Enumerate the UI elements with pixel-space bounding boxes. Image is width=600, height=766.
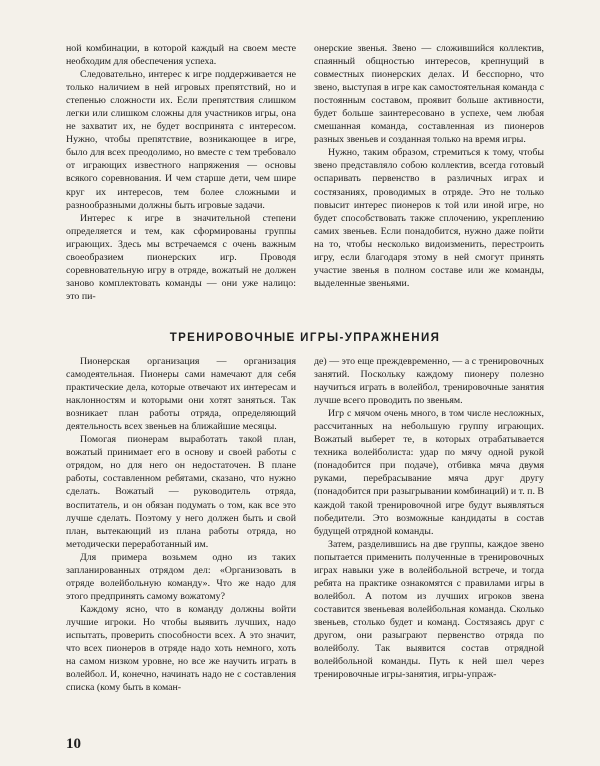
paragraph: Помогая пионерам выработать такой план, вожатый принимает его в основу и своей работы с отрядом, но для него он недостаточен. В плане работы, составленном ребятами, сказано, что нужно сделать. Вожатый — руководитель отряда, воспитатель, и он обязан подумать о том, как все это лучше сделать. Поэтому у него должен быть и свой план, вытекающий из плана работы отряда, но методически переработанный им. — [66, 434, 296, 550]
column-bottom-left — [66, 355, 296, 694]
paragraph: Пионерская организация — организация самодеятельная. Пионеры сами намечают для себя практические дела, которые отвечают их интересам и наклонностям и которыми они хотят заняться. Так возникает план работы отряда, определяющий деятельность всех звеньев на ближайшие месяцы. — [66, 356, 296, 433]
paragraph: Следовательно, интерес к игре поддерживается не только наличием в ней игровых препятствий, но и степенью сложности их. Если препятствия слишком легки или слишком сложны для участников игры, она не захватит их, не будет воспринята с интересом. Нужно, чтобы препятствие, возникающее в игре, было для всех преодолимо, но вместе с тем требовало от играющих известного напряжения — основы всякого соревнования. И чем старше дети, чем шире круг их интересов, тем более сложными и разнообразными должны быть игровые задачи. — [66, 69, 296, 211]
column-bottom-right — [314, 355, 544, 681]
paragraph: Каждому ясно, что в команду должны войти лучшие игроки. Но чтобы выявить лучших, надо испытать, проверить способности всех. А это значит, что всех пионеров в отряде надо хоть немного, хоть на самом низком уровне, но все же научить играть в волейбол. И, конечно, начинать надо не с составления списка (кому быть в коман- — [66, 603, 296, 694]
section-heading: ТРЕНИРОВОЧНЫЕ ИГРЫ-УПРАЖНЕНИЯ — [169, 332, 441, 344]
paragraph: ной комбинации, в которой каждый на своем месте необходим для обеспечения успеха. — [66, 43, 296, 68]
paragraph: Интерес к игре в значительной степени определяется и тем, как сформированы группы играющих. Здесь мы встречаемся с очень важным своеобразием пионерских игр. Проводя соревновательную игру в отряде, вожатый не должен заново комплектовать команды — они уже налицо: это пи- — [66, 212, 296, 302]
paragraph: онерские звенья. Звено — сложившийся коллектив, спаянный общностью интересов, крепнущий в совместных пионерских делах. И бесспорно, что звено, выступая в игре как самостоятельная команда с постоянным составом, проявит больше активности, будет больше заинтересовано в успехе, чем любая смешанная команда, составленная из пионеров разных звеньев и созданная только на время игры. — [314, 43, 544, 146]
column-top-left — [66, 42, 296, 303]
paragraph: Затем, разделившись на две группы, каждое звено попытается применить полученные в тренировочных играх навыки уже в волейбольной встрече, и тогда ребята на практике ознакомятся с правилами игры в волейбол. А потом из лучших игроков звена составится звеньевая волейбольная команда. Сколько звеньев, столько будет и команд. Состязаясь друг с другом, они разыграют первенство отряда по волейболу. Так выявится состав отрядной волейбольной команды. Путь к ней шел через тренировочные игры-занятия, игры-упраж- — [314, 538, 544, 681]
page-number: 10 — [66, 736, 81, 752]
column-top-right — [314, 42, 544, 290]
paragraph: Игр с мячом очень много, в том числе несложных, рассчитанных на небольшую группу играющих. Вожатый выберет те, в которых отрабатывается техника волейболиста: удар по мячу одной рукой (понадобится при подаче), отбивка мяча двумя руками, перебрасывание мяча друг другу (понадобится при разыгрывании комбинаций) и т. п. В каждой такой тренировочной игре будут выявляться победители. Это возможные кандидаты в состав будущей отрядной команды. — [314, 408, 544, 537]
paragraph: Нужно, таким образом, стремиться к тому, чтобы звено представляло собою коллектив, всегда готовый оспаривать первенство в различных играх и состязаниях, проводимых в отряде. Это не только повысит интерес пионеров к той или иной игре, но будет способствовать также сплочению, укреплению самих звеньев. Если понадобится, нужно даже пойти на то, чтобы несколько видоизменить, перестроить игру, если благодаря этому в ней смогут принять участие звенья в полном составе или же команды, выделенные звеньями. — [314, 147, 544, 289]
paragraph: Для примера возьмем одно из таких запланированных отрядом дел: «Организовать в отряде волейбольную команду». Что же надо для этого предпринять самому вожатому? — [66, 551, 296, 602]
paragraph: де) — это еще преждевременно, — а с тренировочных занятий. Поскольку каждому пионеру полезно научиться играть в волейбол, тренировочные занятия лучше всего проводить по звеньям. — [314, 356, 544, 407]
